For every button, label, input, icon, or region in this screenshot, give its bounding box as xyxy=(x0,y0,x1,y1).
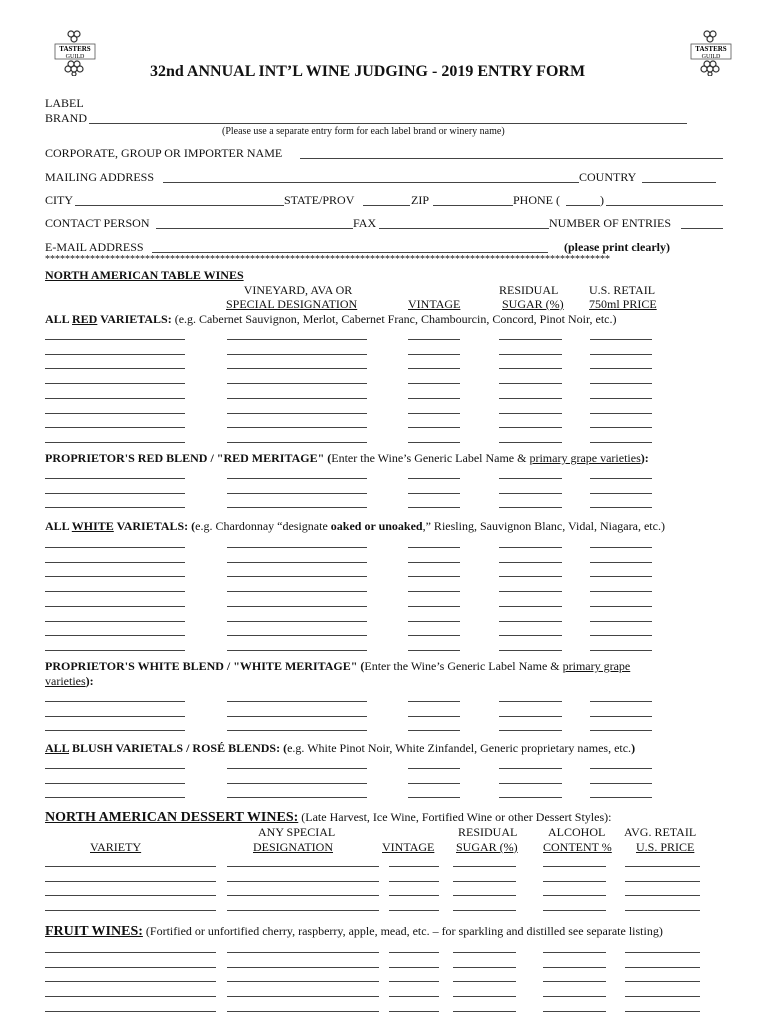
zip-field[interactable] xyxy=(433,205,513,206)
col-retail-1: U.S. RETAIL xyxy=(589,283,656,297)
white-varietal-entry-line[interactable] xyxy=(408,591,460,592)
red-blend-entry-line[interactable] xyxy=(590,478,652,479)
white-varietal-entry-line[interactable] xyxy=(227,562,367,563)
red-varietal-entry-line[interactable] xyxy=(590,339,652,340)
red-varietal-entry-line[interactable] xyxy=(590,398,652,399)
red-blend-entry-line[interactable] xyxy=(45,493,185,494)
dessert-entry-line[interactable] xyxy=(453,895,516,896)
white-varietal-entry-line[interactable] xyxy=(499,562,562,563)
white-varietal-entry-line[interactable] xyxy=(590,562,652,563)
email-label: E-MAIL ADDRESS xyxy=(45,240,144,254)
form-title: 32nd ANNUAL INT’L WINE JUDGING - 2019 ENTRY FORM xyxy=(150,63,586,80)
white-varietal-entry-line[interactable] xyxy=(408,576,460,577)
white-varietal-entry-line[interactable] xyxy=(590,547,652,548)
blush-entry-line[interactable] xyxy=(45,768,185,769)
dessert-col-price-1: AVG. RETAIL xyxy=(624,825,697,839)
entries-label: NUMBER OF ENTRIES xyxy=(549,216,672,230)
white-varietal-entry-line[interactable] xyxy=(590,650,652,651)
dessert-entry-line[interactable] xyxy=(227,895,379,896)
red-varietal-entry-line[interactable] xyxy=(499,354,562,355)
fruit-entry-line[interactable] xyxy=(45,981,216,982)
dessert-entry-line[interactable] xyxy=(227,910,379,911)
red-varietal-entry-line[interactable] xyxy=(227,339,367,340)
fruit-entry-line[interactable] xyxy=(389,981,439,982)
red-blend-entry-line[interactable] xyxy=(499,507,562,508)
svg-text:TASTERS: TASTERS xyxy=(695,45,727,53)
dessert-entry-line[interactable] xyxy=(227,866,379,867)
col-residual-1: RESIDUAL xyxy=(499,283,559,297)
fruit-entry-line[interactable] xyxy=(389,996,439,997)
fruit-entry-line[interactable] xyxy=(625,1011,700,1012)
tasters-guild-logo-left xyxy=(52,28,98,76)
country-label: COUNTRY xyxy=(579,170,637,184)
white-blend-entry-line[interactable] xyxy=(45,716,185,717)
fruit-entry-line[interactable] xyxy=(453,952,516,953)
white-varietal-entry-line[interactable] xyxy=(499,635,562,636)
corporate-label: CORPORATE, GROUP OR IMPORTER NAME xyxy=(45,146,283,160)
blush-entry-line[interactable] xyxy=(45,797,185,798)
dessert-entry-line[interactable] xyxy=(45,895,216,896)
white-varietal-entry-line[interactable] xyxy=(499,606,562,607)
white-varietal-entry-line[interactable] xyxy=(45,650,185,651)
red-varietal-entry-line[interactable] xyxy=(590,427,652,428)
dessert-col-alcohol-1: ALCOHOL xyxy=(548,825,606,839)
blush-entry-line[interactable] xyxy=(590,768,652,769)
white-varietal-entry-line[interactable] xyxy=(408,606,460,607)
blush-entry-line[interactable] xyxy=(45,783,185,784)
dessert-entry-line[interactable] xyxy=(625,910,700,911)
brand-note: (Please use a separate entry form for each label brand or winery name) xyxy=(222,126,505,137)
red-blend-entry-line[interactable] xyxy=(227,478,367,479)
red-varietal-entry-line[interactable] xyxy=(45,354,185,355)
city-field[interactable] xyxy=(75,205,284,206)
dessert-entry-line[interactable] xyxy=(45,910,216,911)
col-vineyard-2: SPECIAL DESIGNATION xyxy=(226,297,358,311)
red-blend-entry-line[interactable] xyxy=(590,507,652,508)
white-varietal-entry-line[interactable] xyxy=(590,606,652,607)
white-varietal-entry-line[interactable] xyxy=(590,591,652,592)
white-varietal-entry-line[interactable] xyxy=(45,606,185,607)
blush-entry-line[interactable] xyxy=(227,768,367,769)
mailing-label: MAILING ADDRESS xyxy=(45,170,155,184)
dessert-entry-line[interactable] xyxy=(389,910,439,911)
dessert-entry-line[interactable] xyxy=(543,881,606,882)
mailing-field[interactable] xyxy=(163,182,579,183)
white-varietal-entry-line[interactable] xyxy=(590,635,652,636)
dessert-entry-line[interactable] xyxy=(453,881,516,882)
blush-entry-line[interactable] xyxy=(408,768,460,769)
tasters-guild-logo-right xyxy=(688,28,734,76)
white-varietal-entry-line[interactable] xyxy=(227,576,367,577)
red-varietal-entry-line[interactable] xyxy=(45,339,185,340)
red-varietal-entry-line[interactable] xyxy=(408,383,460,384)
red-varietal-entry-line[interactable] xyxy=(590,368,652,369)
col-vintage: VINTAGE xyxy=(408,297,461,311)
red-varietal-entry-line[interactable] xyxy=(408,368,460,369)
fruit-entry-line[interactable] xyxy=(227,1011,379,1012)
white-varietal-entry-line[interactable] xyxy=(45,576,185,577)
fruit-entry-line[interactable] xyxy=(45,1011,216,1012)
red-varietal-entry-line[interactable] xyxy=(499,427,562,428)
white-varietals-heading: ALL WHITE VARIETALS: (e.g. Chardonnay “designate oaked or unoaked,” Riesling, Sauvignon Blanc, Vidal, Niagara, etc.) xyxy=(45,519,665,533)
dessert-col-any-2: DESIGNATION xyxy=(253,840,333,854)
fruit-entry-line[interactable] xyxy=(227,981,379,982)
white-varietal-entry-line[interactable] xyxy=(408,650,460,651)
red-varietal-entry-line[interactable] xyxy=(408,339,460,340)
brand-label: BRAND xyxy=(45,111,88,125)
white-blend-entry-line[interactable] xyxy=(499,730,562,731)
white-blend-entry-line[interactable] xyxy=(45,730,185,731)
state-field[interactable] xyxy=(363,205,410,206)
red-blend-entry-line[interactable] xyxy=(408,493,460,494)
white-blend-entry-line[interactable] xyxy=(227,716,367,717)
blush-entry-line[interactable] xyxy=(499,797,562,798)
country-field[interactable] xyxy=(642,182,716,183)
red-varietal-entry-line[interactable] xyxy=(227,413,367,414)
col-retail-2: 750ml PRICE xyxy=(589,297,657,311)
white-varietal-entry-line[interactable] xyxy=(45,591,185,592)
red-varietal-entry-line[interactable] xyxy=(499,368,562,369)
dessert-col-residual-1: RESIDUAL xyxy=(458,825,518,839)
dessert-col-price-2: U.S. PRICE xyxy=(636,840,695,854)
fruit-entry-line[interactable] xyxy=(227,952,379,953)
phone-label: PHONE ( xyxy=(513,193,560,207)
white-blend-entry-line[interactable] xyxy=(408,730,460,731)
fruit-entry-line[interactable] xyxy=(389,967,439,968)
red-blend-entry-line[interactable] xyxy=(227,493,367,494)
dessert-col-alcohol-2: CONTENT % xyxy=(543,840,612,854)
white-varietal-entry-line[interactable] xyxy=(45,635,185,636)
red-varietal-entry-line[interactable] xyxy=(408,398,460,399)
white-blend-entry-line[interactable] xyxy=(499,716,562,717)
white-varietal-entry-line[interactable] xyxy=(45,547,185,548)
state-label: STATE/PROV xyxy=(284,193,355,207)
white-blend-entry-line[interactable] xyxy=(590,716,652,717)
white-blend-entry-line[interactable] xyxy=(45,701,185,702)
fruit-entry-line[interactable] xyxy=(389,1011,439,1012)
svg-text:TASTERS: TASTERS xyxy=(59,45,91,53)
brand-field[interactable] xyxy=(89,123,687,124)
red-varietal-entry-line[interactable] xyxy=(499,413,562,414)
white-varietal-entry-line[interactable] xyxy=(227,591,367,592)
white-varietal-entry-line[interactable] xyxy=(408,547,460,548)
fruit-entry-line[interactable] xyxy=(453,981,516,982)
red-blend-entry-line[interactable] xyxy=(499,493,562,494)
red-varietal-entry-line[interactable] xyxy=(45,442,185,443)
fruit-entry-line[interactable] xyxy=(453,996,516,997)
na-table-heading: NORTH AMERICAN TABLE WINES xyxy=(45,268,244,282)
fruit-entry-line[interactable] xyxy=(45,996,216,997)
city-label: CITY xyxy=(45,193,73,207)
dessert-entry-line[interactable] xyxy=(543,910,606,911)
phone-close: ) xyxy=(600,193,604,207)
red-blend-entry-line[interactable] xyxy=(45,507,185,508)
fruit-entry-line[interactable] xyxy=(543,981,606,982)
blush-entry-line[interactable] xyxy=(408,783,460,784)
white-varietal-entry-line[interactable] xyxy=(499,576,562,577)
fruit-entry-line[interactable] xyxy=(625,996,700,997)
red-varietal-entry-line[interactable] xyxy=(45,368,185,369)
red-varietal-entry-line[interactable] xyxy=(227,398,367,399)
white-varietal-entry-line[interactable] xyxy=(45,621,185,622)
dessert-col-residual-2: SUGAR (%) xyxy=(456,840,518,854)
fruit-entry-line[interactable] xyxy=(227,996,379,997)
fruit-entry-line[interactable] xyxy=(45,952,216,953)
white-blend-entry-line[interactable] xyxy=(227,701,367,702)
red-varietal-entry-line[interactable] xyxy=(45,383,185,384)
white-varietal-entry-line[interactable] xyxy=(499,547,562,548)
white-blend-entry-line[interactable] xyxy=(408,716,460,717)
white-blend-entry-line[interactable] xyxy=(227,730,367,731)
corporate-field[interactable] xyxy=(300,158,723,159)
white-varietal-entry-line[interactable] xyxy=(499,621,562,622)
red-blend-entry-line[interactable] xyxy=(45,478,185,479)
fruit-entry-line[interactable] xyxy=(227,967,379,968)
dessert-entry-line[interactable] xyxy=(625,881,700,882)
dessert-col-any-1: ANY SPECIAL xyxy=(258,825,336,839)
red-varietal-entry-line[interactable] xyxy=(45,413,185,414)
white-varietal-entry-line[interactable] xyxy=(499,650,562,651)
red-varietal-entry-line[interactable] xyxy=(227,354,367,355)
red-blend-entry-line[interactable] xyxy=(590,493,652,494)
blush-entry-line[interactable] xyxy=(499,768,562,769)
red-blend-entry-line[interactable] xyxy=(227,507,367,508)
dessert-entry-line[interactable] xyxy=(453,910,516,911)
fax-label: FAX xyxy=(353,216,377,230)
white-blend-entry-line[interactable] xyxy=(499,701,562,702)
blush-heading: ALL BLUSH VARIETALS / ROSÉ BLENDS: (e.g. White Pinot Noir, White Zinfandel, Generic proprietary names, etc.) xyxy=(45,741,636,755)
white-blend-entry-line[interactable] xyxy=(408,701,460,702)
svg-text:GUILD: GUILD xyxy=(65,54,85,60)
fax-field[interactable] xyxy=(379,228,549,229)
dessert-entry-line[interactable] xyxy=(389,881,439,882)
red-varietal-entry-line[interactable] xyxy=(227,427,367,428)
dessert-heading-line: NORTH AMERICAN DESSERT WINES: (Late Harvest, Ice Wine, Fortified Wine or other Dessert Styles): xyxy=(45,810,612,825)
white-varietal-entry-line[interactable] xyxy=(499,591,562,592)
dessert-entry-line[interactable] xyxy=(227,881,379,882)
red-varietal-entry-line[interactable] xyxy=(227,368,367,369)
red-varietal-entry-line[interactable] xyxy=(408,442,460,443)
zip-label: ZIP xyxy=(411,193,429,207)
white-varietal-entry-line[interactable] xyxy=(408,635,460,636)
white-varietal-entry-line[interactable] xyxy=(45,562,185,563)
label-label: LABEL xyxy=(45,96,84,110)
col-residual-2: SUGAR (%) xyxy=(502,297,564,311)
fruit-entry-line[interactable] xyxy=(45,967,216,968)
white-blend-heading-cont: varieties): xyxy=(45,674,94,688)
phone-area-field[interactable] xyxy=(566,205,600,206)
dessert-entry-line[interactable] xyxy=(543,895,606,896)
blush-entry-line[interactable] xyxy=(590,797,652,798)
blush-entry-line[interactable] xyxy=(590,783,652,784)
blush-entry-line[interactable] xyxy=(408,797,460,798)
white-varietal-entry-line[interactable] xyxy=(227,635,367,636)
blush-entry-line[interactable] xyxy=(227,797,367,798)
red-varietal-entry-line[interactable] xyxy=(408,427,460,428)
white-varietal-entry-line[interactable] xyxy=(590,621,652,622)
fruit-entry-line[interactable] xyxy=(625,981,700,982)
red-blend-entry-line[interactable] xyxy=(499,478,562,479)
blush-entry-line[interactable] xyxy=(227,783,367,784)
dessert-entry-line[interactable] xyxy=(625,866,700,867)
red-varietal-entry-line[interactable] xyxy=(590,442,652,443)
red-blend-entry-line[interactable] xyxy=(408,507,460,508)
contact-field[interactable] xyxy=(156,228,353,229)
white-blend-entry-line[interactable] xyxy=(590,730,652,731)
phone-field[interactable] xyxy=(606,205,723,206)
red-blend-heading: PROPRIETOR'S RED BLEND / "RED MERITAGE" (Enter the Wine’s Generic Label Name & primary grape varieties): xyxy=(45,451,649,465)
red-varietal-entry-line[interactable] xyxy=(499,442,562,443)
print-clearly-note: (please print clearly) xyxy=(564,240,670,254)
fruit-entry-line[interactable] xyxy=(625,952,700,953)
fruit-entry-line[interactable] xyxy=(453,1011,516,1012)
red-varietal-entry-line[interactable] xyxy=(499,383,562,384)
dessert-entry-line[interactable] xyxy=(453,866,516,867)
col-vineyard-1: VINEYARD, AVA OR xyxy=(243,283,353,297)
red-varietal-entry-line[interactable] xyxy=(227,442,367,443)
red-blend-entry-line[interactable] xyxy=(408,478,460,479)
white-blend-heading: PROPRIETOR'S WHITE BLEND / "WHITE MERITAGE" (Enter the Wine’s Generic Label Name & primary grape xyxy=(45,659,631,673)
red-varietal-entry-line[interactable] xyxy=(499,339,562,340)
fruit-entry-line[interactable] xyxy=(625,967,700,968)
white-varietal-entry-line[interactable] xyxy=(227,621,367,622)
red-varietal-entry-line[interactable] xyxy=(408,354,460,355)
red-varietal-entry-line[interactable] xyxy=(227,383,367,384)
red-varietals-heading: ALL RED VARIETALS: (e.g. Cabernet Sauvignon, Merlot, Cabernet Franc, Chambourcin, Concord, Pinot Noir, etc.) xyxy=(45,312,617,326)
blush-entry-line[interactable] xyxy=(499,783,562,784)
fruit-entry-line[interactable] xyxy=(543,1011,606,1012)
red-varietal-entry-line[interactable] xyxy=(45,427,185,428)
contact-label: CONTACT PERSON xyxy=(45,216,150,230)
dessert-entry-line[interactable] xyxy=(389,866,439,867)
entries-field[interactable] xyxy=(681,228,723,229)
fruit-entry-line[interactable] xyxy=(389,952,439,953)
red-varietal-entry-line[interactable] xyxy=(590,383,652,384)
dessert-col-vintage: VINTAGE xyxy=(382,840,435,854)
dessert-entry-line[interactable] xyxy=(625,895,700,896)
fruit-heading-line: FRUIT WINES: (Fortified or unfortified cherry, raspberry, apple, mead, etc. – for sparkling and distilled see separate listing) xyxy=(45,924,663,939)
fruit-entry-line[interactable] xyxy=(543,996,606,997)
white-blend-entry-line[interactable] xyxy=(590,701,652,702)
dessert-col-variety: VARIETY xyxy=(90,840,142,854)
white-varietal-entry-line[interactable] xyxy=(227,547,367,548)
white-varietal-entry-line[interactable] xyxy=(408,562,460,563)
red-varietal-entry-line[interactable] xyxy=(408,413,460,414)
dessert-entry-line[interactable] xyxy=(389,895,439,896)
svg-text:GUILD: GUILD xyxy=(701,54,721,60)
red-varietal-entry-line[interactable] xyxy=(590,354,652,355)
white-varietal-entry-line[interactable] xyxy=(227,606,367,607)
dessert-entry-line[interactable] xyxy=(543,866,606,867)
fruit-entry-line[interactable] xyxy=(543,967,606,968)
red-varietal-entry-line[interactable] xyxy=(590,413,652,414)
dessert-entry-line[interactable] xyxy=(45,866,216,867)
red-varietal-entry-line[interactable] xyxy=(499,398,562,399)
red-varietal-entry-line[interactable] xyxy=(45,398,185,399)
white-varietal-entry-line[interactable] xyxy=(590,576,652,577)
white-varietal-entry-line[interactable] xyxy=(408,621,460,622)
dessert-entry-line[interactable] xyxy=(45,881,216,882)
fruit-entry-line[interactable] xyxy=(543,952,606,953)
star-divider: ***************************************************************************************************************** xyxy=(45,254,610,265)
white-varietal-entry-line[interactable] xyxy=(227,650,367,651)
fruit-entry-line[interactable] xyxy=(453,967,516,968)
